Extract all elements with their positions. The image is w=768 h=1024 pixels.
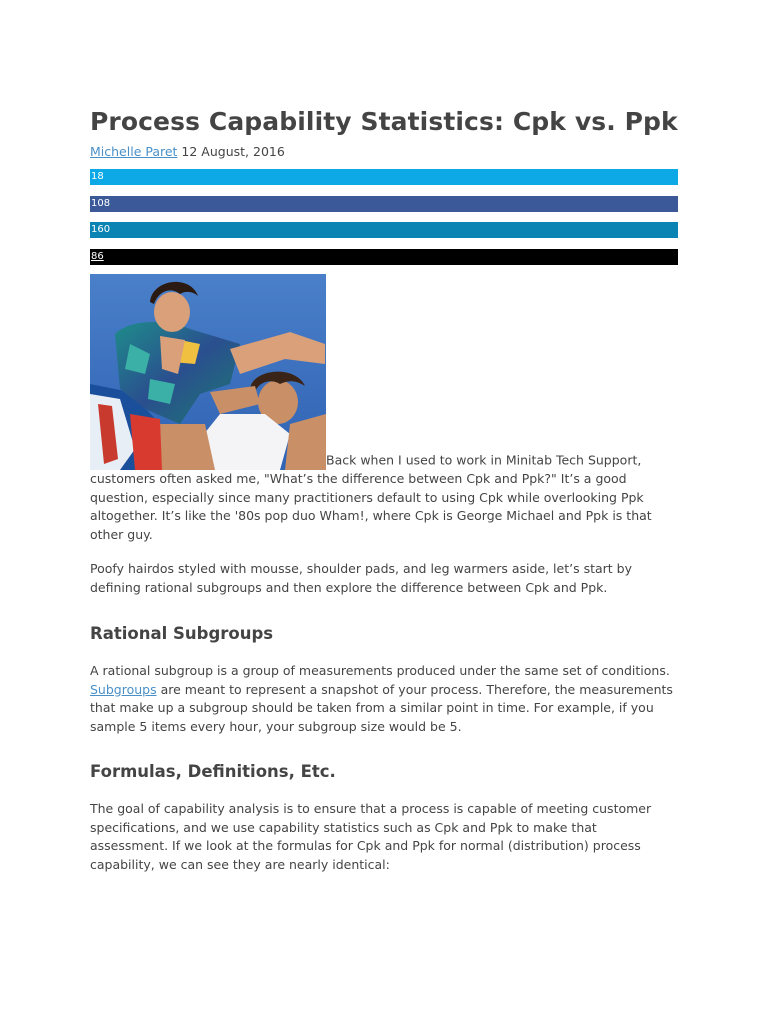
article <box>90 104 678 874</box>
paragraph-poofy: Poofy hairdos styled with mousse, shoulder pads, and leg warmers aside, let’s start by defining rational subgroups and then explore the difference between Cpk and Ppk. <box>90 561 632 595</box>
intro-text: Back when I used to work in Minitab Tech Support, customers often asked me, "What’s the difference between Cpk and Ppk?" It’s a good question, especially since many practitioners default to using Cpk while overlooking Ppk altogether. It’s like the '80s pop duo Wham!, where Cpk is George Michael and Ppk is that other guy. <box>90 452 652 542</box>
share-bar-facebook[interactable] <box>90 196 678 212</box>
share-count: 86 <box>91 250 104 262</box>
heading-rational-subgroups: Rational Subgroups <box>90 624 274 643</box>
rational-text-after: are meant to represent a snapshot of your process. Therefore, the measurements that make up a subgroup should be taken from a similar point in time. For example, if you sample 5 items every hour, your subgroup size would be 5. <box>90 681 673 734</box>
share-bar-linkedin[interactable] <box>90 222 678 238</box>
heading-formulas: Formulas, Definitions, Etc. <box>90 762 336 781</box>
subgroups-link[interactable]: Subgroups <box>90 681 157 697</box>
share-count: 160 <box>91 224 111 235</box>
wham-photo <box>90 274 326 470</box>
share-count: 18 <box>91 171 104 182</box>
share-bars <box>90 169 678 265</box>
intro-paragraph <box>90 274 678 544</box>
intro-section <box>90 274 678 544</box>
rational-text-before: A rational subgroup is a group of measurements produced under the same set of conditions. <box>90 663 670 678</box>
publish-date: 12 August, 2016 <box>177 144 285 159</box>
author-link[interactable]: Michelle Paret <box>90 144 178 159</box>
byline <box>90 143 678 161</box>
share-bar-twitter[interactable] <box>90 169 678 185</box>
article-title: Process Capability Statistics: Cpk vs. Ppk <box>90 107 678 136</box>
share-count: 108 <box>91 197 111 209</box>
paragraph-formulas: The goal of capability analysis is to ensure that a process is capable of meeting customer specifications, and we use capability statistics such as Cpk and Ppk to make that assessment. If we look at the formulas for Cpk and Ppk for normal (distribution) process capability, we can see they are nearly identical: <box>90 801 652 872</box>
paragraph-rational <box>90 662 678 736</box>
share-bar-other[interactable] <box>90 249 678 265</box>
